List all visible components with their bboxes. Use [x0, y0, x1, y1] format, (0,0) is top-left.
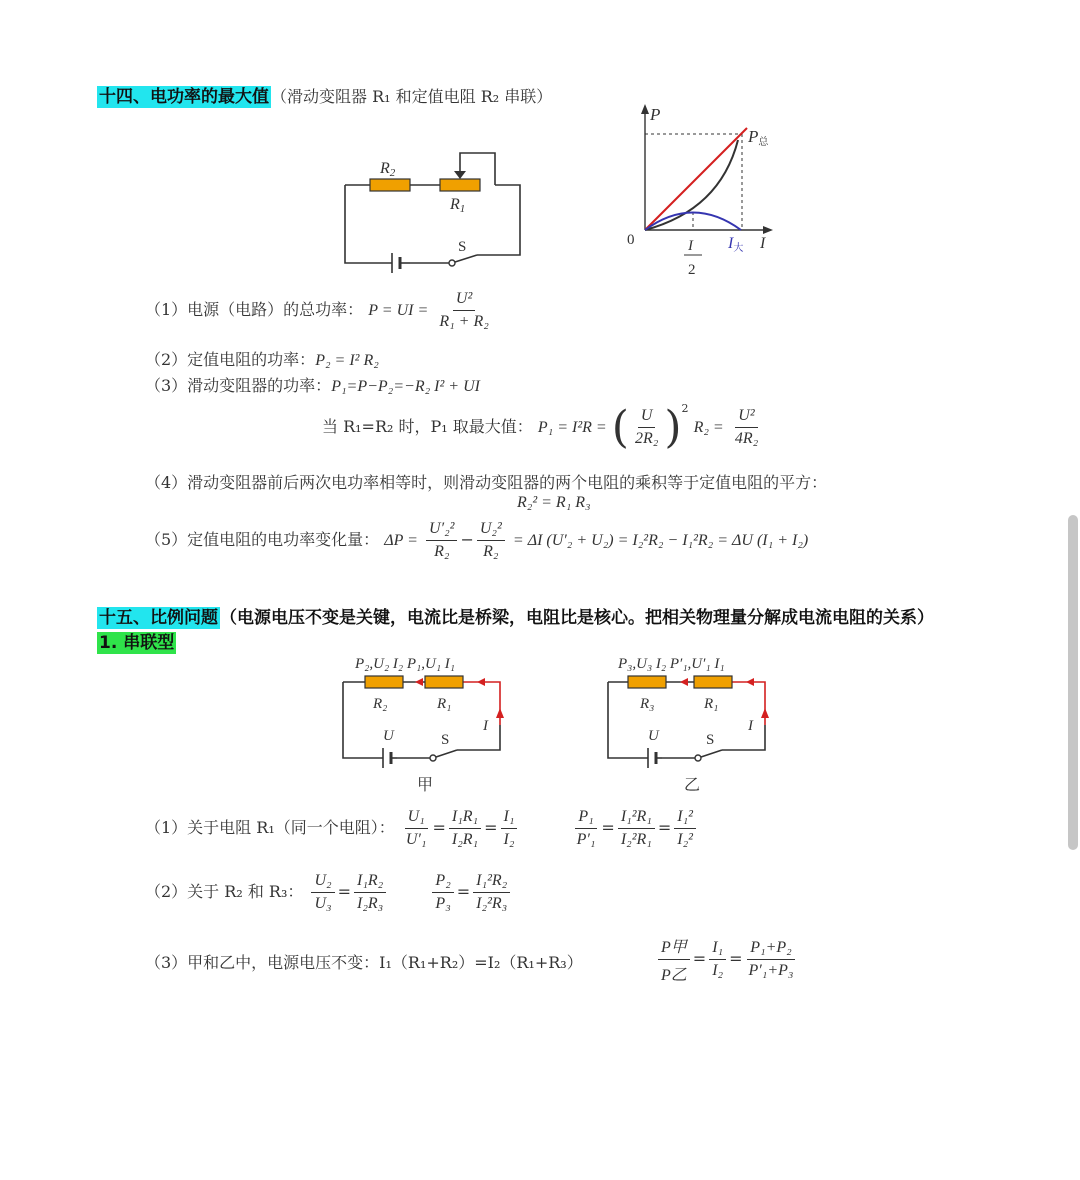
svg-text:P总: P总 [748, 127, 769, 148]
circuit-diagram-1 [330, 145, 540, 280]
resistor-r2 [370, 179, 410, 191]
svg-text:R₃: R₃ [640, 696, 655, 712]
svg-text:S: S [706, 732, 715, 748]
resistor-r2 [365, 676, 403, 688]
section-15-title: 十五、比例问题 [99, 608, 218, 628]
svg-text:S: S [458, 239, 467, 255]
svg-text:R₁: R₁ [437, 696, 452, 712]
svg-text:R1: R1 [450, 196, 466, 215]
svg-text:2: 2 [688, 262, 696, 278]
scrollbar-thumb[interactable] [1068, 515, 1078, 850]
item-14-3: （3）滑动变阻器的功率：P₁=P−P₂=−R₂ I² + UI [145, 376, 480, 395]
svg-text:0: 0 [627, 232, 635, 248]
svg-text:甲: 甲 [417, 777, 434, 794]
svg-text:I: I [688, 238, 693, 254]
svg-text:I: I [748, 718, 753, 734]
item-14-4: （4）滑动变阻器前后两次电功率相等时，则滑动变阻器的两个电阻的乘积等于定值电阻的平方： [145, 473, 828, 492]
switch-icon [430, 755, 436, 761]
svg-text:P: P [650, 105, 661, 124]
item-14-5: （5）定值电阻的电功率变化量： ΔP = $\frac{\text{U′₂²}}{\text{R₂}}$ − $\frac{\text{U₂²}}{\text{R₂}}$ = ΔI (U′₂ + U₂) = I₂²R₂ − I₁²R₂ = ΔU (I₁ + I₂) [145, 520, 809, 560]
item-14-4-formula: R₂² = R₁ R₃ [517, 494, 591, 511]
svg-text:R₂: R₂ [373, 696, 388, 712]
svg-text:P₃,U₃ I₂ P′₁,U′₁ I₁: P₃,U₃ I₂ P′₁,U′₁ I₁ [618, 656, 725, 672]
switch-icon [695, 755, 701, 761]
svg-text:I大: I大 [728, 235, 744, 254]
svg-text:I: I [760, 235, 766, 252]
item-14-2: （2）定值电阻的功率：P₂ = I² R₂ [145, 350, 379, 369]
item-15-3-formula: $\frac{\text{P甲}}{\text{P乙}}$ = $\frac{\text{I₁}}{\text{I₂}}$ = $\frac{\text{P₁+P₂}}{\text{P′₁+P₃}}$ [655, 934, 799, 985]
section-14-heading [97, 82, 552, 107]
item-14-1: （1）电源（电路）的总功率： P = UI = $\frac{\text{U²}}{\text{R₁ + R₂}}$ [145, 290, 489, 330]
svg-text:R₁: R₁ [704, 696, 719, 712]
item-15-1: （1）关于电阻 R₁（同一个电阻）： $\frac{\text{U₁}}{\text{U′₁}}$ = $\frac{\text{I₁R₁}}{\text{I₂R₁}}$ = $\frac{\text{I₁}}{\text{I₂}}$ $\frac{\text{P₁}}{\text{P′₁}}$ = $\frac{\text{I₁²R₁}}{\text{I₂²R₁}}$ = $\frac{\text{I₁²}}{\text{I₂²}}$ [145, 808, 699, 849]
item-14-3-max: 当 R₁=R₂ 时，P₁ 取最大值： P₁ = I²R = ( $\frac{U}{\text{2R₂}}$ )$^2$ R₂ = $\frac{\text{U²}}{\text{4R₂}}$ [322, 401, 759, 453]
resistor-r1 [440, 179, 480, 191]
item-15-2: （2）关于 R₂ 和 R₃： $\frac{\text{U₂}}{\text{U₃}}$ = $\frac{\text{I₁R₂}}{\text{I₂R₃}}$ $\frac{\text{P₂}}{\text{P₃}}$ = $\frac{\text{I₁²R₂}}{\text{I₂²R₃}}$ [145, 872, 513, 913]
section-15-subtitle: （电源电压不变是关键，电流比是桥梁，电阻比是核心。把相关物理量分解成电流电阻的关系） [220, 608, 934, 628]
circuit-jia [335, 650, 515, 800]
resistor-r3 [628, 676, 666, 688]
svg-text:P₂,U₂ I₂ P₁,U₁ I₁: P₂,U₂ I₂ P₁,U₁ I₁ [355, 656, 456, 672]
switch-icon [449, 260, 455, 266]
power-current-graph [620, 100, 790, 280]
item-15-3: （3）甲和乙中，电源电压不变：I₁（R₁+R₂）=I₂（R₁+R₃） [145, 953, 583, 972]
resistor-r1 [694, 676, 732, 688]
svg-text:乙: 乙 [684, 777, 701, 794]
svg-text:U: U [648, 728, 659, 744]
svg-text:U: U [383, 728, 394, 744]
svg-text:S: S [441, 732, 450, 748]
section-14-title: 十四、电功率的最大值 [99, 87, 269, 107]
total-power-line [645, 128, 747, 230]
svg-text:I: I [483, 718, 488, 734]
section-15-heading [97, 603, 934, 628]
circuit-yi [600, 650, 780, 800]
subsection-series: 1. 串联型 [99, 633, 175, 653]
resistor-r1 [425, 676, 463, 688]
section-14-subtitle: （滑动变阻器 R₁ 和定值电阻 R₂ 串联） [271, 87, 553, 106]
svg-text:R2: R2 [380, 160, 396, 179]
